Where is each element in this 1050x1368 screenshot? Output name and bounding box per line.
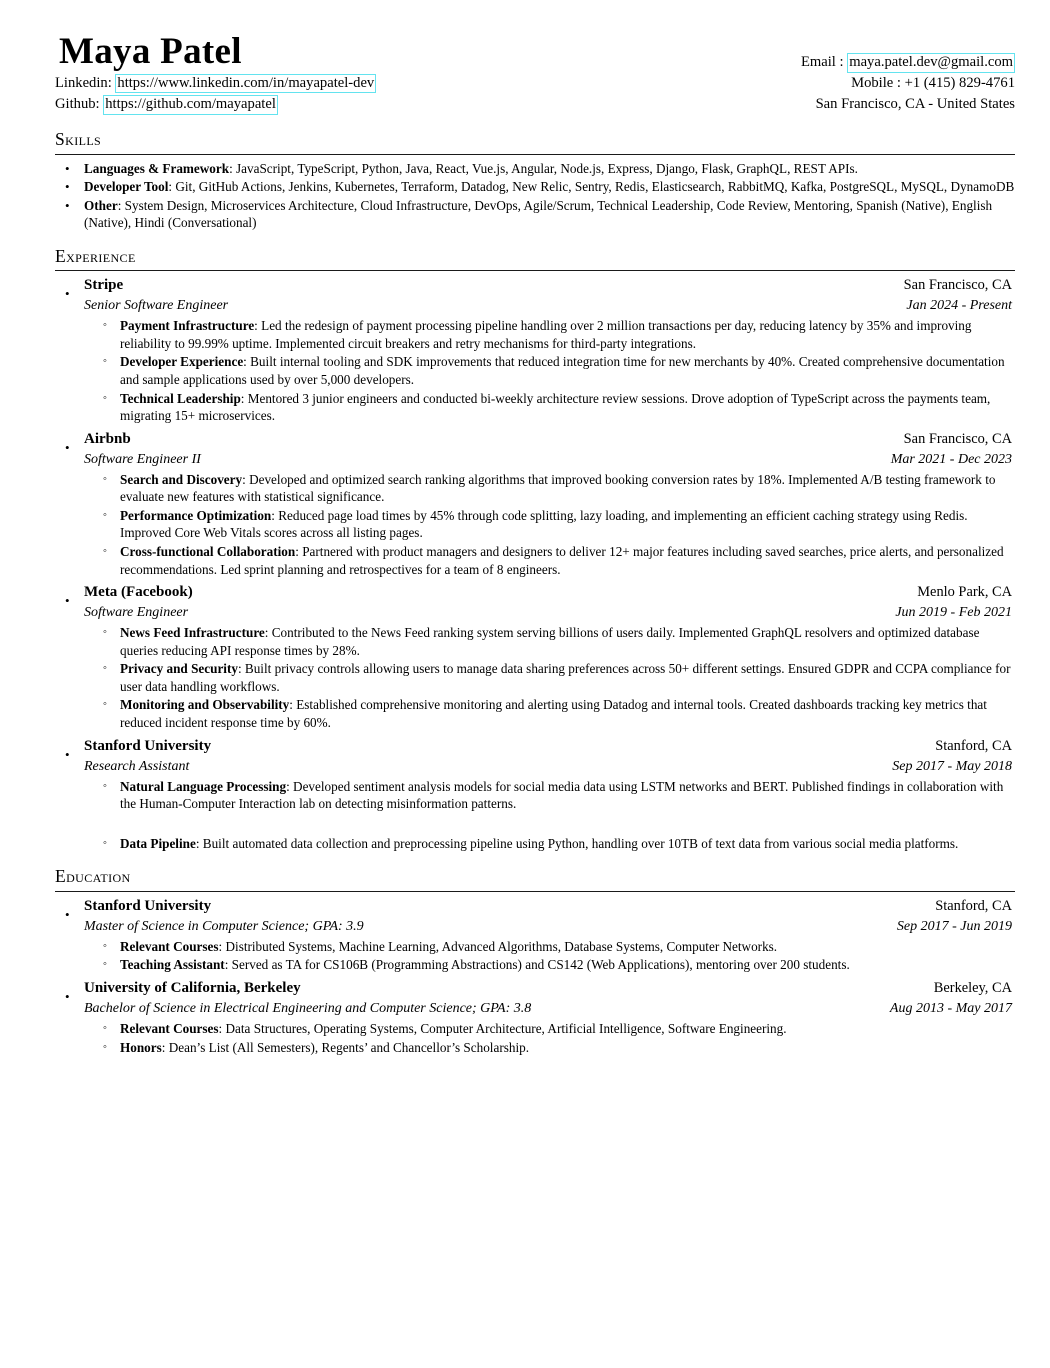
skill-separator: : bbox=[168, 179, 176, 195]
bullet-title: Honors bbox=[120, 1039, 162, 1055]
entry-body bbox=[84, 978, 1012, 1056]
experience-section bbox=[55, 245, 1015, 852]
skill-separator: : bbox=[117, 197, 125, 213]
section-heading-skills: Skills bbox=[55, 129, 102, 150]
bullet-title: Cross-functional Collaboration bbox=[120, 544, 296, 559]
entry-header-row bbox=[84, 736, 1012, 757]
entry-subheader-row bbox=[84, 757, 1012, 777]
circle-bullet-icon: ◦ bbox=[103, 391, 107, 404]
bullet-separator: : bbox=[218, 1021, 226, 1037]
bullet-separator: : bbox=[195, 835, 203, 851]
bullet-text: Led the redesign of payment processing pipeline handling over 2 million transactions per day, reducing latency by 35% and improving reliability to 99.99% uptime. Implemented circuit breakers and retry mechanisms for third-party integrations. bbox=[120, 318, 972, 351]
bullet-text: Developed sentiment analysis models for social media data using LSTM networks and BERT. Published findings in collaboration with the Human-Computer Interaction lab on detecting misinformation patterns. bbox=[120, 778, 1004, 812]
bullet-text: Data Structures, Operating Systems, Computer Architecture, Artificial Intelligence, Software Engineering. bbox=[225, 1021, 787, 1037]
bullet-icon: • bbox=[65, 286, 70, 302]
experience-location: San Francisco, CA bbox=[903, 277, 1012, 294]
education-bullet bbox=[84, 1020, 1012, 1038]
experience-bullet-list bbox=[84, 778, 1012, 853]
section-heading-education: Education bbox=[55, 866, 131, 887]
experience-bullet bbox=[84, 353, 1012, 388]
bullet-separator: : bbox=[286, 778, 294, 794]
bullet-text: Developed and optimized search ranking algorithms that improved booking conversion rates by 18%. Implemented A/B testing framework to evaluate new features with statistical significance. bbox=[120, 471, 996, 505]
education-entry bbox=[55, 978, 1015, 1056]
experience-bullet bbox=[84, 835, 1012, 853]
resume-header bbox=[55, 30, 1015, 115]
section-rule bbox=[55, 270, 1015, 271]
experience-dates: Jun 2019 - Feb 2021 bbox=[895, 605, 1012, 621]
bullet-separator: : bbox=[161, 1039, 169, 1055]
bullet-separator: : bbox=[295, 544, 303, 559]
circle-bullet-icon: ◦ bbox=[103, 355, 107, 368]
experience-dates: Jan 2024 - Present bbox=[906, 298, 1012, 314]
bullet-icon: • bbox=[65, 906, 70, 922]
linkedin-label: Linkedin: bbox=[55, 74, 116, 91]
circle-bullet-icon: ◦ bbox=[103, 1040, 107, 1053]
entry-subheader-row bbox=[84, 917, 1012, 937]
circle-bullet-icon: ◦ bbox=[103, 472, 107, 485]
bullet-icon: • bbox=[65, 746, 70, 762]
bullet-separator: : bbox=[243, 354, 251, 370]
experience-bullet bbox=[84, 696, 1012, 731]
entry-body bbox=[84, 582, 1012, 731]
linkedin-link[interactable]: https://www.linkedin.com/in/mayapatel-dev bbox=[115, 74, 376, 94]
experience-role: Software Engineer bbox=[84, 605, 189, 621]
bullet-icon: • bbox=[65, 439, 70, 455]
skill-category: Languages & Framework bbox=[84, 160, 230, 176]
education-bullet bbox=[84, 1039, 1012, 1057]
bullet-text: Dean’s List (All Semesters), Regents’ and Chancellor’s Scholarship. bbox=[168, 1039, 529, 1055]
experience-bullet bbox=[84, 317, 1012, 352]
experience-dates: Mar 2021 - Dec 2023 bbox=[890, 451, 1012, 467]
experience-list bbox=[55, 275, 1015, 852]
circle-bullet-icon: ◦ bbox=[103, 626, 107, 639]
bullet-text: Partnered with product managers and designers to deliver 12+ major features including saved searches, price alerts, and personalized recommendations. Led sprint planning and retrospectives for a team of 8 engineers. bbox=[120, 544, 1004, 577]
skill-separator: : bbox=[229, 160, 237, 176]
experience-organization: Airbnb bbox=[84, 430, 131, 447]
entry-subheader-row bbox=[84, 450, 1012, 470]
bullet-separator: : bbox=[289, 697, 297, 713]
entry-subheader-row bbox=[84, 603, 1012, 623]
bullet-text: Mentored 3 junior engineers and conducted bi-weekly architecture review sessions. Drove adoption of TypeScript across the payments team, migrating 15+ microservices. bbox=[120, 390, 991, 424]
entry-header-row bbox=[84, 275, 1012, 296]
experience-bullet-list bbox=[84, 317, 1012, 424]
education-role: Bachelor of Science in Electrical Engineering and Computer Science; GPA: 3.8 bbox=[84, 1001, 532, 1017]
github-link[interactable]: https://github.com/mayapatel bbox=[103, 95, 278, 115]
bullet-title: Relevant Courses bbox=[120, 938, 219, 954]
education-location: Stanford, CA bbox=[935, 897, 1012, 914]
entry-body bbox=[84, 429, 1012, 578]
experience-role: Software Engineer II bbox=[84, 451, 201, 467]
experience-bullet bbox=[84, 390, 1012, 425]
bullet-separator: : bbox=[240, 390, 248, 406]
bullet-separator: : bbox=[271, 507, 279, 523]
bullet-title: Technical Leadership bbox=[120, 390, 241, 406]
experience-role: Senior Software Engineer bbox=[84, 298, 229, 314]
circle-bullet-icon: ◦ bbox=[103, 545, 107, 557]
skill-values: JavaScript, TypeScript, Python, Java, React, Vue.js, Angular, Node.js, Express, Django, Flask, GraphQL, REST APIs. bbox=[236, 160, 858, 176]
education-section bbox=[55, 865, 1015, 1056]
experience-entry bbox=[55, 275, 1015, 424]
education-dates: Aug 2013 - May 2017 bbox=[889, 1001, 1012, 1017]
entry-body bbox=[84, 275, 1012, 424]
circle-bullet-icon: ◦ bbox=[103, 958, 107, 971]
bullet-icon: • bbox=[65, 197, 70, 213]
experience-bullet bbox=[84, 660, 1012, 695]
experience-bullet bbox=[84, 471, 1012, 506]
bullet-text: Reduced page load times by 45% through code splitting, lazy loading, and implementing an efficient caching strategy using Redis. Improved Core Web Vitals scores across all listing pages. bbox=[120, 507, 968, 541]
mobile-line: Mobile : +1 (415) 829-4761 bbox=[851, 75, 1015, 92]
experience-bullet bbox=[84, 624, 1012, 659]
location-line: San Francisco, CA - United States bbox=[815, 96, 1015, 113]
education-dates: Sep 2017 - Jun 2019 bbox=[896, 918, 1012, 934]
skill-values: Git, GitHub Actions, Jenkins, Kubernetes, Terraform, Datadog, New Relic, Sentry, Redis, Elasticsearch, RabbitMQ, Kafka, PostgreSQL, MySQL, DynamoDB bbox=[175, 179, 1015, 195]
email-link[interactable]: maya.patel.dev@gmail.com bbox=[847, 53, 1015, 73]
entry-header-row bbox=[84, 896, 1012, 917]
experience-organization: Stanford University bbox=[84, 737, 212, 754]
email-label: Email : bbox=[801, 54, 848, 70]
entry-subheader-row bbox=[84, 296, 1012, 316]
bullet-text: Contributed to the News Feed ranking system serving billions of users daily. Implemented GraphQL resolvers and optimized database queries reducing API response times by 28%. bbox=[120, 625, 980, 658]
bullet-text: Distributed Systems, Machine Learning, Advanced Algorithms, Database Systems, Computer Networks. bbox=[225, 938, 778, 954]
bullet-title: Monitoring and Observability bbox=[120, 697, 290, 713]
education-organization: University of California, Berkeley bbox=[84, 979, 301, 996]
experience-location: Menlo Park, CA bbox=[917, 584, 1012, 601]
experience-organization: Stripe bbox=[84, 277, 124, 294]
circle-bullet-icon: ◦ bbox=[103, 508, 107, 521]
skills-section bbox=[55, 128, 1015, 231]
bullet-icon: • bbox=[65, 160, 70, 176]
skill-item bbox=[55, 178, 1015, 196]
skill-category: Developer Tool bbox=[84, 179, 169, 195]
bullet-icon: • bbox=[65, 988, 70, 1004]
bullet-separator: : bbox=[237, 661, 245, 677]
education-bullet bbox=[84, 938, 1012, 956]
experience-bullet-list bbox=[84, 624, 1012, 731]
experience-bullet bbox=[84, 543, 1012, 578]
entry-subheader-row bbox=[84, 999, 1012, 1019]
education-bullet bbox=[84, 956, 1012, 974]
bullet-separator: : bbox=[264, 625, 272, 641]
bullet-title: Teaching Assistant bbox=[120, 957, 225, 973]
bullet-separator: : bbox=[254, 318, 262, 334]
bullet-title: Payment Infrastructure bbox=[120, 318, 255, 334]
circle-bullet-icon: ◦ bbox=[103, 319, 107, 332]
skill-values: System Design, Microservices Architecture, Cloud Infrastructure, DevOps, Agile/Scrum, Technical Leadership, Code Review, Mentoring, Spanish (Native), English (Native), Hindi (Conversational) bbox=[84, 197, 993, 231]
education-location: Berkeley, CA bbox=[933, 979, 1012, 996]
bullet-title: Performance Optimization bbox=[120, 507, 272, 523]
bullet-separator: : bbox=[218, 938, 226, 954]
education-bullet-list bbox=[84, 1020, 1012, 1056]
experience-organization: Meta (Facebook) bbox=[84, 584, 193, 601]
bullet-separator: : bbox=[224, 957, 232, 973]
skill-item bbox=[55, 197, 1015, 232]
bullet-separator: : bbox=[242, 471, 250, 487]
education-list bbox=[55, 896, 1015, 1057]
circle-bullet-icon: ◦ bbox=[103, 662, 107, 675]
bullet-title: News Feed Infrastructure bbox=[120, 625, 265, 641]
bullet-title: Privacy and Security bbox=[120, 661, 238, 677]
education-entry bbox=[55, 896, 1015, 974]
experience-bullet bbox=[84, 507, 1012, 542]
header-right bbox=[801, 30, 1015, 115]
experience-bullet-list bbox=[84, 471, 1012, 578]
experience-location: San Francisco, CA bbox=[903, 430, 1012, 447]
bullet-text: Established comprehensive monitoring and alerting using Datadog and internal tools. Created dashboards tracking key metrics that reduced incident response time by 60%. bbox=[120, 697, 987, 730]
experience-bullet bbox=[84, 778, 1012, 813]
skill-category: Other bbox=[84, 197, 118, 213]
github-label: Github: bbox=[55, 96, 104, 113]
section-rule bbox=[55, 891, 1015, 892]
page-title: Maya Patel bbox=[59, 31, 242, 72]
circle-bullet-icon: ◦ bbox=[103, 779, 107, 792]
experience-entry bbox=[55, 429, 1015, 578]
bullet-text: Built internal tooling and SDK improvements that reduced integration time for new merchants by 40%. Created comprehensive documentation and sample applications used by over 5,000 developers. bbox=[120, 354, 1005, 387]
entry-header-row bbox=[84, 582, 1012, 603]
bullet-text: Served as TA for CS106B (Programming Abstractions) and CS142 (Web Applications), mentoring over 200 students. bbox=[231, 957, 850, 973]
skills-list bbox=[55, 160, 1015, 232]
education-role: Master of Science in Computer Science; GPA: 3.9 bbox=[84, 918, 364, 934]
bullet-text: Built privacy controls allowing users to manage data sharing preferences across 50+ different settings. Ensured GDPR and CCPA compliance for user data handling workflows. bbox=[120, 661, 1011, 694]
bullet-icon: • bbox=[65, 593, 70, 609]
experience-dates: Sep 2017 - May 2018 bbox=[892, 758, 1012, 774]
section-rule bbox=[55, 154, 1015, 155]
section-heading-experience: Experience bbox=[55, 245, 136, 266]
bullet-title: Developer Experience bbox=[120, 354, 244, 370]
skill-item bbox=[55, 160, 1015, 178]
entry-header-row bbox=[84, 978, 1012, 999]
bullet-title: Relevant Courses bbox=[120, 1021, 219, 1037]
email-line bbox=[801, 52, 1015, 73]
circle-bullet-icon: ◦ bbox=[103, 836, 107, 849]
experience-entry bbox=[55, 736, 1015, 853]
entry-body bbox=[84, 736, 1012, 853]
experience-location: Stanford, CA bbox=[935, 737, 1012, 754]
entry-header-row bbox=[84, 429, 1012, 450]
circle-bullet-icon: ◦ bbox=[103, 1022, 107, 1035]
bullet-title: Data Pipeline bbox=[120, 835, 196, 851]
education-bullet-list bbox=[84, 938, 1012, 974]
circle-bullet-icon: ◦ bbox=[103, 698, 107, 711]
header-left bbox=[55, 30, 376, 115]
circle-bullet-icon: ◦ bbox=[103, 939, 107, 952]
education-organization: Stanford University bbox=[84, 897, 212, 914]
experience-entry bbox=[55, 582, 1015, 731]
linkedin-line bbox=[55, 73, 376, 94]
bullet-title: Natural Language Processing bbox=[120, 778, 287, 794]
bullet-icon: • bbox=[65, 179, 70, 195]
github-line bbox=[55, 94, 376, 115]
entry-body bbox=[84, 896, 1012, 974]
experience-role: Research Assistant bbox=[84, 758, 190, 774]
bullet-text: Built automated data collection and preprocessing pipeline using Python, handling over 10TB of text data from various social media platforms. bbox=[202, 835, 959, 851]
bullet-title: Search and Discovery bbox=[120, 471, 243, 487]
